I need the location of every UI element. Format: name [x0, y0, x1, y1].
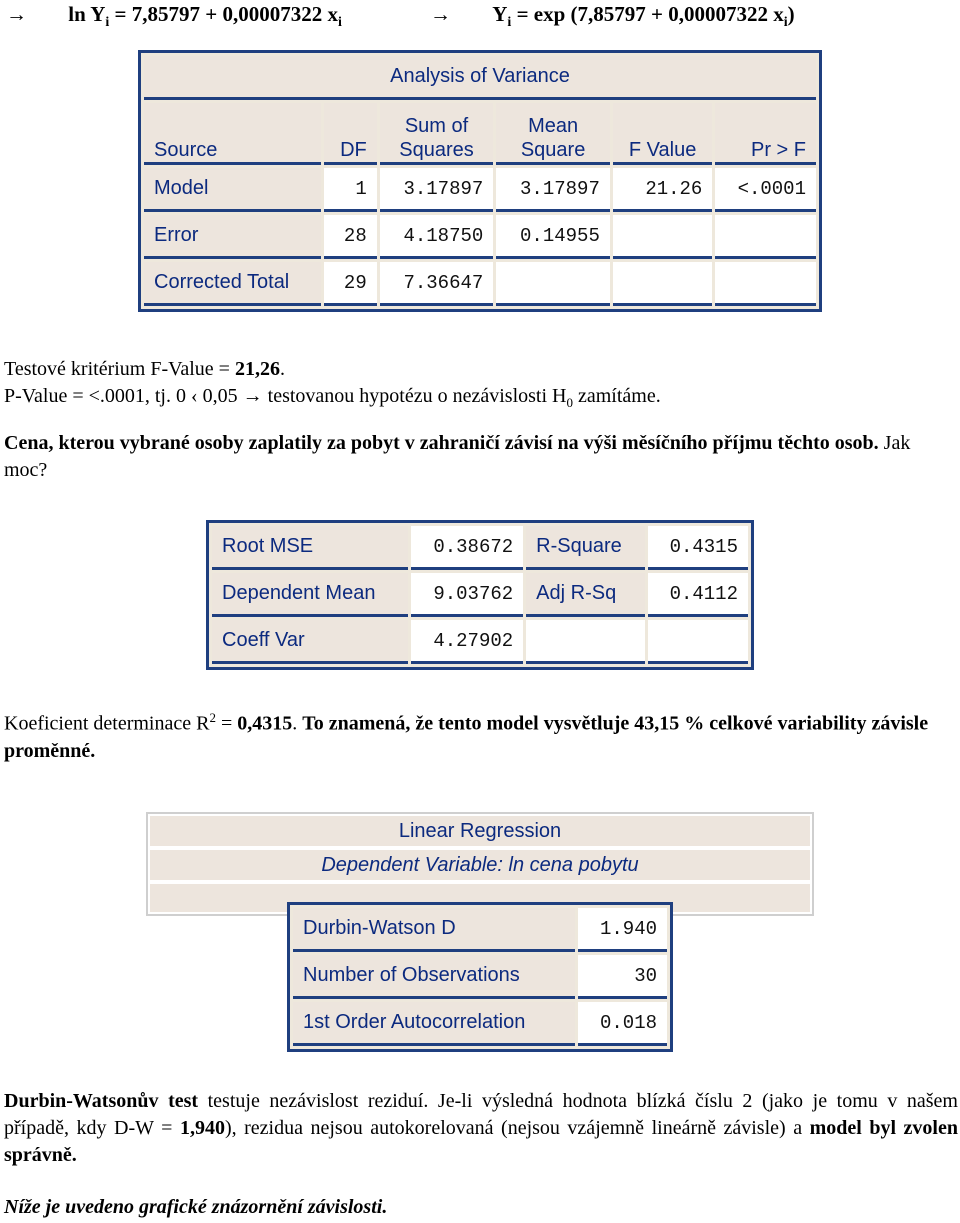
- stat-label: 1st Order Autocorrelation: [293, 1002, 575, 1046]
- conclusion-line: Cena, kterou vybrané osoby zaplatily za pobyt v zahraničí závisí na výši měsíčního příjmu těchto osob. Jak moc?: [4, 432, 911, 481]
- dependent-variable: Dependent Variable: ln cena pobytu: [148, 848, 812, 882]
- stat-label: [526, 620, 645, 664]
- row-label: Model: [144, 168, 321, 212]
- durbin-watson-table: [287, 902, 673, 1052]
- table-row: [293, 908, 667, 952]
- cell-p: <.0001: [715, 168, 816, 212]
- interpretation-f-test: [4, 356, 954, 484]
- cell-ss: 7.36647: [380, 262, 494, 306]
- regression-title: Linear Regression: [148, 814, 812, 848]
- graph-intro: Níže je uvedeno grafické znázornění závislosti.: [4, 1196, 388, 1218]
- table-row: [144, 215, 816, 259]
- stat-value: 0.4315: [648, 526, 748, 570]
- cell-p: [715, 215, 816, 259]
- cell-df: 29: [324, 262, 377, 306]
- table-row: [144, 262, 816, 306]
- stat-label: R-Square: [526, 526, 645, 570]
- col-p: Pr > F: [715, 103, 816, 165]
- cell-ss: 3.17897: [380, 168, 494, 212]
- col-ss: Sum of Squares: [380, 103, 494, 165]
- col-f: F Value: [613, 103, 712, 165]
- equation-line: [6, 2, 342, 31]
- col-df: DF: [324, 103, 377, 165]
- cell-p: [715, 262, 816, 306]
- table-row: [212, 573, 748, 617]
- anova-title: Analysis of Variance: [144, 56, 816, 100]
- interpretation-r-square: Koeficient determinace $R^2 = 0,4315$. To znamená, že tento model vysvětluje 43,15 % celkové variability závisle proměnné.: [4, 710, 929, 762]
- cell-df: 1: [324, 168, 377, 212]
- cell-ms: 0.14955: [496, 215, 610, 259]
- anova-table: [138, 50, 822, 312]
- cell-f: [613, 262, 712, 306]
- stat-label: Coeff Var: [212, 620, 408, 664]
- table-row: [212, 620, 748, 664]
- stat-label: Durbin-Watson D: [293, 908, 575, 952]
- stat-value: 1.940: [578, 908, 667, 952]
- cell-f: [613, 215, 712, 259]
- table-row: [293, 955, 667, 999]
- stat-label: Root MSE: [212, 526, 408, 570]
- stat-value: 0.4112: [648, 573, 748, 617]
- row-label: Error: [144, 215, 321, 259]
- table-row: [293, 1002, 667, 1046]
- f-value-line: Testové kritérium F-Value = 21,26.: [4, 358, 285, 380]
- stat-value: 9.03762: [411, 573, 524, 617]
- equation-log: $\ln Y_i = 7,85797 + 0,00007322$ $x_i$: [68, 2, 342, 31]
- cell-f: 21.26: [613, 168, 712, 212]
- stat-value: 0.38672: [411, 526, 524, 570]
- cell-ss: 4.18750: [380, 215, 494, 259]
- stat-value: 4.27902: [411, 620, 524, 664]
- stat-label: Dependent Mean: [212, 573, 408, 617]
- stat-label: Adj R-Sq: [526, 573, 645, 617]
- table-row: [212, 526, 748, 570]
- equation-exp-line: [430, 2, 795, 31]
- col-ms: Mean Square: [496, 103, 610, 165]
- interpretation-durbin-watson: Durbin-Watsonův test testuje nezávislost reziduí. Je-li výsledná hodnota blízká číslu 2 (jako je tomu v našem případě, kdy D-W = 1,940), rezidua nejsou autokorelovaná (nejsou vzájemně lineárně závisle) a model byl zvolen správně.: [4, 1090, 958, 1166]
- cell-ms: 3.17897: [496, 168, 610, 212]
- stat-value: [648, 620, 748, 664]
- equation-exp: $Y_i = \exp (7,85797 + 0,00007322$ $x_i$): [492, 2, 795, 31]
- col-source: Source: [144, 103, 321, 165]
- row-label: Corrected Total: [144, 262, 321, 306]
- stat-label: Number of Observations: [293, 955, 575, 999]
- linear-regression-header: [146, 812, 814, 916]
- stat-value: 30: [578, 955, 667, 999]
- p-value-line: P-Value = <.0001, tj. 0 ‹ 0,05 → testovanou hypotézu o nezávislosti $H_0$ zamítáme.: [4, 385, 661, 410]
- table-row: [144, 168, 816, 212]
- arrow-icon: →: [430, 2, 451, 26]
- fit-statistics-table: [206, 520, 754, 670]
- cell-df: 28: [324, 215, 377, 259]
- cell-ms: [496, 262, 610, 306]
- arrow-icon: →: [6, 2, 27, 26]
- stat-value: 0.018: [578, 1002, 667, 1046]
